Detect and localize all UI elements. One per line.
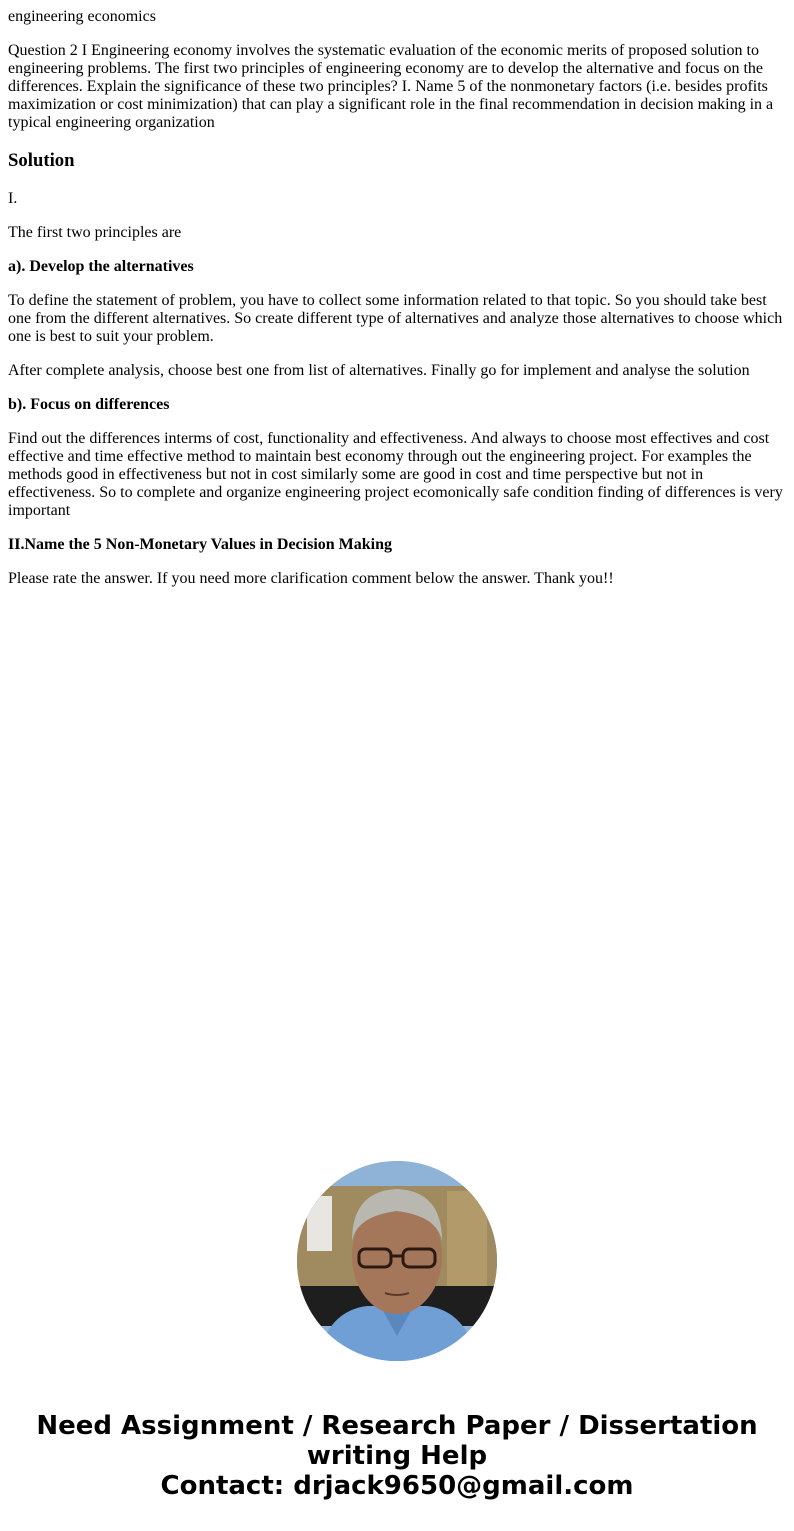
promo-banner — [0, 1411, 794, 1501]
author-portrait-icon — [297, 1161, 497, 1361]
solution-heading: Solution — [8, 150, 75, 171]
document-body — [0, 8, 794, 588]
author-avatar — [297, 1161, 497, 1361]
intro-text: The first two principles are — [8, 224, 182, 241]
part-one-label: I. — [8, 190, 18, 207]
principle-b-paragraph: Find out the differences interms of cost, functionality and effectiveness. And always to choose most effectives and cost effective and time effective method to maintain best economy through out the engineering project. For examples the methods good in effectiveness but not in cost similarly some are good in cost and time perspective but not in effectiveness. So to complete and organize engineering project ecomonically safe condition finding of differences is very important — [8, 430, 783, 519]
principle-a-heading: a). Develop the alternatives — [8, 258, 194, 275]
part-two-heading: II.Name the 5 Non-Monetary Values in Decision Making — [8, 536, 393, 553]
promo-contact: Contact: drjack9650@gmail.com — [160, 1471, 634, 1501]
document-title: engineering economics — [8, 8, 156, 25]
principle-b-heading: b). Focus on differences — [8, 396, 170, 413]
closing-text: Please rate the answer. If you need more clarification comment below the answer. Thank you!! — [8, 570, 614, 587]
question-text: Question 2 I Engineering economy involves the systematic evaluation of the economic merits of proposed solution to engineering problems. The first two principles of engineering economy are to develop the alternative and focus on the differences. Explain the significance of these two principles? I. Name 5 of the nonmonetary factors (i.e. besides profits maximization or cost minimization) that can play a significant role in the final recommendation in decision making in a typical engineering organization — [8, 42, 774, 131]
promo-line-1: Need Assignment / Research Paper / Dissertation — [36, 1411, 758, 1441]
principle-a-paragraph-1: To define the statement of problem, you have to collect some information related to that topic. So you should take best one from the different alternatives. So create different type of alternatives and analyze those alternatives to choose which one is best to suit your problem. — [8, 292, 783, 345]
principle-a-paragraph-2: After complete analysis, choose best one from list of alternatives. Finally go for implement and analyse the solution — [8, 362, 750, 379]
promo-line-2: writing Help — [306, 1441, 488, 1471]
